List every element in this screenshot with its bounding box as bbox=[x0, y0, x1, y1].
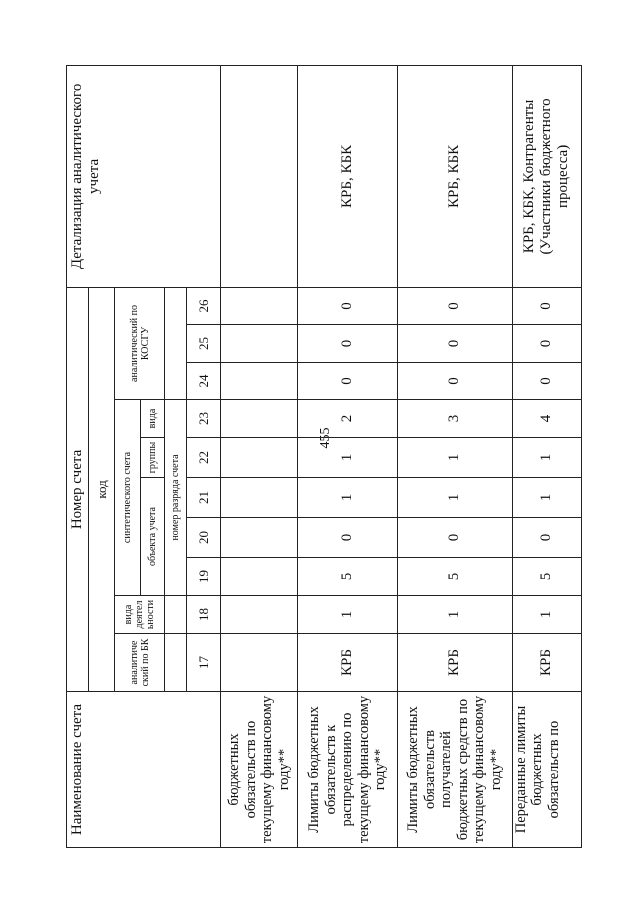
value-cell: 0 bbox=[397, 363, 512, 400]
digit-26: 26 bbox=[187, 287, 221, 324]
value-cell: 1 bbox=[397, 438, 512, 478]
value-cell: 0 bbox=[512, 363, 581, 400]
digit-22: 22 bbox=[187, 438, 221, 478]
digit-19: 19 bbox=[187, 558, 221, 596]
value-cell: КРБ bbox=[298, 634, 397, 692]
value-cell: 2 bbox=[298, 400, 397, 438]
value-cell bbox=[221, 634, 298, 692]
detail-cell bbox=[221, 65, 298, 287]
value-cell bbox=[221, 596, 298, 634]
detail-cell: КРБ, КБК bbox=[298, 65, 397, 287]
value-cell: 0 bbox=[397, 287, 512, 324]
analytic-bk-header: аналитиче ский по БК bbox=[115, 634, 165, 692]
value-cell: 0 bbox=[512, 325, 581, 363]
value-cell: 0 bbox=[298, 363, 397, 400]
blank-cell bbox=[165, 634, 187, 692]
table-row bbox=[397, 65, 512, 847]
table-row bbox=[512, 65, 581, 847]
accounts-table bbox=[66, 65, 582, 848]
table-row bbox=[298, 65, 397, 847]
analytic-kosgu-header: аналитический по КОСГУ bbox=[115, 287, 165, 399]
value-cell: 1 bbox=[512, 596, 581, 634]
value-cell bbox=[221, 363, 298, 400]
value-cell: 0 bbox=[298, 518, 397, 558]
digit-25: 25 bbox=[187, 325, 221, 363]
digit-20: 20 bbox=[187, 518, 221, 558]
value-cell: 5 bbox=[397, 558, 512, 596]
digit-24: 24 bbox=[187, 363, 221, 400]
value-cell: 3 bbox=[397, 400, 512, 438]
value-cell bbox=[221, 478, 298, 518]
value-cell: 0 bbox=[298, 325, 397, 363]
value-cell: 1 bbox=[512, 478, 581, 518]
account-object-header: объекта учета bbox=[141, 478, 165, 596]
account-name-cell: бюджетных обязательств по текущему финансовому году** bbox=[221, 692, 298, 848]
value-cell: 1 bbox=[512, 438, 581, 478]
value-cell: 0 bbox=[512, 518, 581, 558]
account-number-header: Номер счета bbox=[67, 287, 89, 691]
value-cell: 4 bbox=[512, 400, 581, 438]
code-header: код bbox=[89, 287, 115, 691]
account-name-cell: Переданные лимиты бюджетных обязательств по bbox=[512, 692, 581, 848]
value-cell: КРБ bbox=[397, 634, 512, 692]
blank-cell bbox=[165, 287, 187, 399]
kind-header: вида bbox=[141, 400, 165, 438]
value-cell: 1 bbox=[397, 596, 512, 634]
header-row-1 bbox=[67, 65, 89, 847]
value-cell bbox=[221, 518, 298, 558]
analytics-detail-header: Детализация аналитического учета bbox=[67, 65, 221, 287]
value-cell bbox=[221, 325, 298, 363]
value-cell bbox=[221, 400, 298, 438]
digit-18: 18 bbox=[187, 596, 221, 634]
value-cell: КРБ bbox=[512, 634, 581, 692]
detail-cell: КРБ, КБК, Контрагенты (Участники бюджетного процесса) bbox=[512, 65, 581, 287]
digit-17: 17 bbox=[187, 634, 221, 692]
digit-21: 21 bbox=[187, 478, 221, 518]
group-header: группы bbox=[141, 438, 165, 478]
account-name-header: Наименование счета bbox=[67, 692, 221, 848]
value-cell: 0 bbox=[397, 518, 512, 558]
account-name-cell: Лимиты бюджетных обязательств получателей бюджетных средств по текущему финансовому году** bbox=[397, 692, 512, 848]
page-number: 455 bbox=[318, 427, 333, 449]
digit-number-header: номер разряда счета bbox=[165, 400, 187, 596]
value-cell: 0 bbox=[298, 287, 397, 324]
detail-cell: КРБ, КБК bbox=[397, 65, 512, 287]
value-cell bbox=[221, 287, 298, 324]
table-row bbox=[221, 65, 298, 847]
value-cell bbox=[221, 438, 298, 478]
value-cell: 1 bbox=[298, 596, 397, 634]
value-cell: 0 bbox=[512, 287, 581, 324]
value-cell: 5 bbox=[298, 558, 397, 596]
value-cell: 0 bbox=[397, 325, 512, 363]
value-cell bbox=[221, 558, 298, 596]
blank-cell bbox=[165, 596, 187, 634]
value-cell: 5 bbox=[512, 558, 581, 596]
account-name-cell: Лимиты бюджетных обязательств к распределению по текущему финансовому году** bbox=[298, 692, 397, 848]
rotated-table bbox=[66, 66, 582, 848]
value-cell: 1 bbox=[397, 478, 512, 518]
value-cell: 1 bbox=[298, 438, 397, 478]
activity-type-header: вида деятел ьности bbox=[115, 596, 165, 634]
value-cell: 1 bbox=[298, 478, 397, 518]
synthetic-account-header: синтетического счета bbox=[115, 400, 141, 596]
digit-23: 23 bbox=[187, 400, 221, 438]
